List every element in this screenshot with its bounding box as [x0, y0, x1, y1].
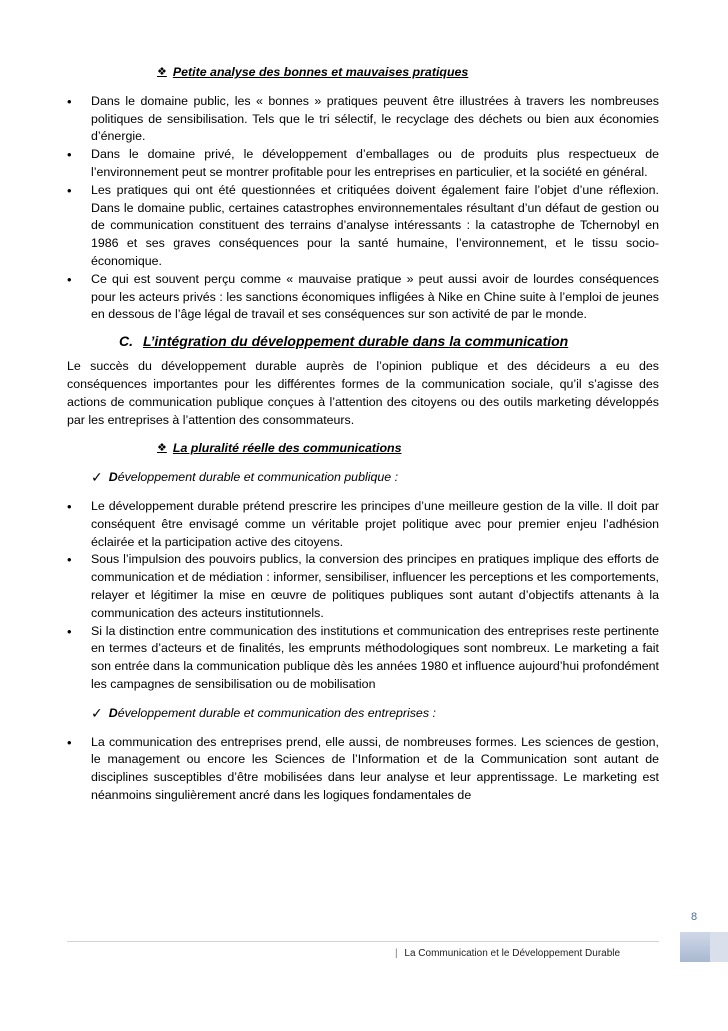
list-item: • Dans le domaine public, les « bonnes » pratiques peuvent être illustrées à travers les nombreuses politiques de sensibilisation. Tels que le tri sélectif, le recyclage des déchets ou bien aux économies d’énergie. — [67, 93, 659, 146]
bullet-list-publique — [67, 498, 659, 694]
checklist-heading-publique — [91, 469, 659, 487]
page-content — [67, 64, 659, 805]
section-title: L’intégration du développement durable dans la communication — [143, 333, 569, 350]
check-mark-icon: ✓ — [91, 704, 103, 721]
list-item: • Ce qui est souvent perçu comme « mauvaise pratique » peut aussi avoir de lourdes conséquences pour les acteurs privés : les sanctions économiques infligées à Nike en Chine suite à l’emploi de jeunes en dessous de l’âge légal de travail et ses conséquences sur son activité de par le monde. — [67, 271, 659, 324]
list-item: • Si la distinction entre communication des institutions et communication des entreprises reste pertinente en termes d’acteurs et de finalités, les emprunts méthodologiques sont nombreux. Le marketing a fait son entrée dans la communication publique dès les années 1980 et influence aujourd’hui profondément les campagnes de sensibilisation ou de mobilisation — [67, 623, 659, 694]
check-mark-icon: ✓ — [91, 469, 103, 486]
checklist-heading-text: éveloppement durable et communication publique : — [117, 470, 399, 485]
list-item: • Dans le domaine privé, le développement d’emballages ou de produits plus respectueux de l’environnement peut se montrer profitable pour les entreprises en particulier, et la société en général. — [67, 146, 659, 182]
checklist-heading-text: éveloppement durable et communication des entreprises : — [117, 705, 436, 720]
subheading-bonnes-pratiques — [157, 64, 659, 82]
list-item: • Les pratiques qui ont été questionnées et critiquées doivent également faire l’objet d’une réflexion. Dans le domaine public, certaines catastrophes environnementales résultant d’un défaut de gestion ou de communication constituent des terrains d’analyse intéressants : la catastrophe de Tchernobyl en 1986 et ses graves conséquences pour la santé humaine, l’environnement, et le tissu socio-économique. — [67, 182, 659, 271]
footer-rule — [67, 941, 659, 942]
bullet-list-entreprises — [67, 734, 659, 805]
bullet-list-pratiques — [67, 93, 659, 324]
subheading-pluralite — [157, 440, 659, 458]
corner-decoration-light — [710, 932, 728, 962]
diamond-bullet-icon: ❖ — [157, 442, 167, 455]
list-item: • Le développement durable prétend prescrire les principes d’une meilleure gestion de la ville. Il doit par conséquent être envisagé comme un véritable projet politique avec pour premier enjeu l’adhésion éclairée et la participation active des citoyens. — [67, 498, 659, 551]
page-number: 8 — [691, 911, 698, 923]
checklist-heading-entreprises — [91, 705, 659, 723]
list-item: • La communication des entreprises prend, elle aussi, de nombreuses formes. Les sciences de gestion, le management ou encore les Sciences de l’Information et de la Communication sont autant de disciplines susceptibles d’être mobilisées dans leur analyse et leur apprentissage. Le marketing est néanmoins singulièrement ancré dans les logiques fondamentales de — [67, 734, 659, 805]
drop-letter: D — [108, 470, 118, 485]
list-item: • Sous l’impulsion des pouvoirs publics, la conversion des principes en pratiques implique des efforts de communication et de médiation : informer, sensibiliser, influencer les perceptions et les comportements, relayer et légitimer la mise en œuvre de politiques publiques sont autant d’objectifs attenants à la communication des acteurs institutionnels. — [67, 551, 659, 622]
subheading-text: La pluralité réelle des communications — [172, 441, 402, 456]
section-heading-c — [119, 331, 659, 351]
drop-letter: D — [108, 705, 118, 720]
footer — [395, 948, 620, 959]
diamond-bullet-icon: ❖ — [157, 66, 167, 78]
intro-paragraph: Le succès du développement durable auprès de l’opinion publique et des décideurs a eu des conséquences importantes pour les différentes formes de la communication sociale, qu’il s’agisse des actions de communication publique conçues à l’attention des citoyens ou des outils marketing développés par les entreprises à l’attention des consommateurs. — [67, 359, 659, 427]
subheading-text: Petite analyse des bonnes et mauvaises pratiques — [172, 65, 469, 79]
footer-title: La Communication et le Développement Durable — [404, 948, 621, 959]
footer-separator: | — [395, 948, 398, 959]
section-letter: C. — [119, 333, 133, 350]
